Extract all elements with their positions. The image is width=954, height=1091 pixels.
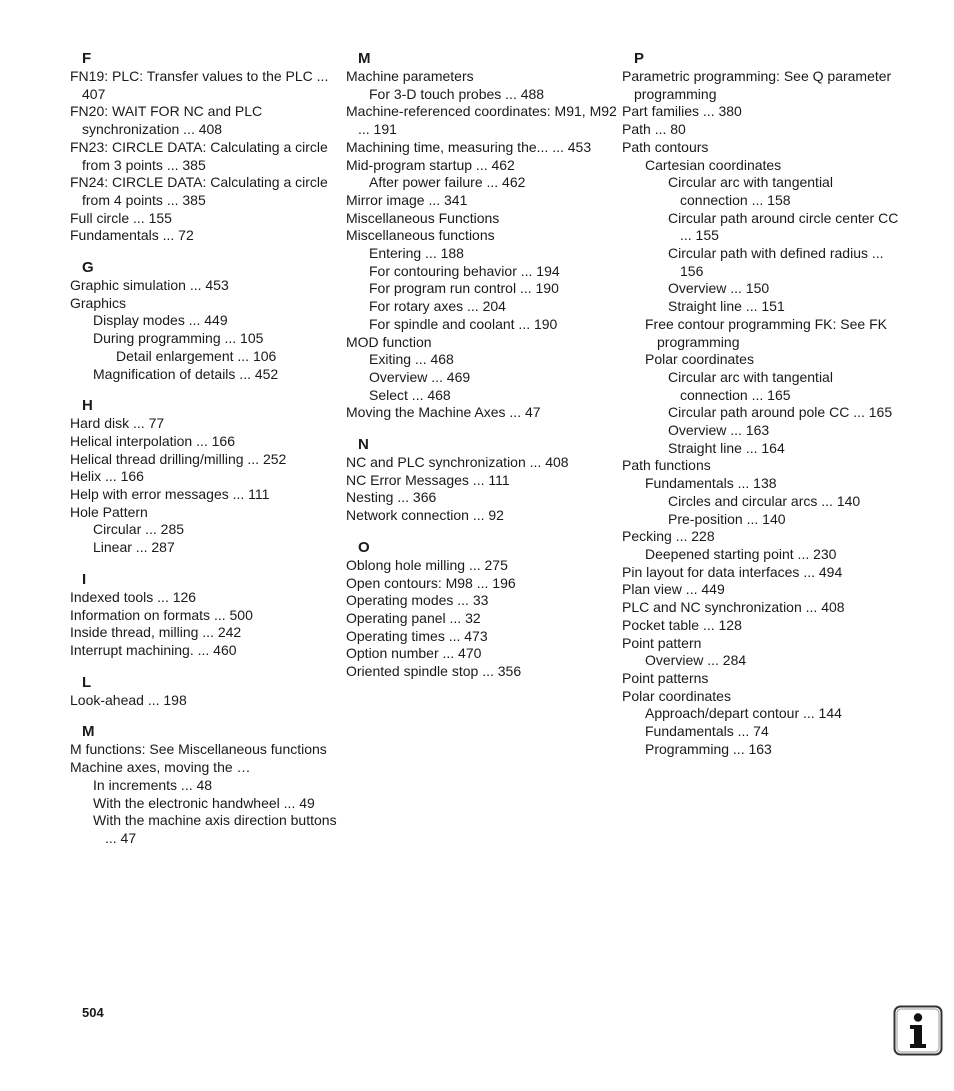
index-entry: Point pattern: [622, 634, 702, 651]
section-letter: L: [82, 673, 92, 691]
index-column-1: [70, 50, 352, 862]
index-subentry: Overview ... 469: [369, 368, 471, 385]
index-entry: Machine parameters: [346, 68, 474, 84]
index-entry: PLC and NC synchronization ... 408: [622, 599, 845, 616]
section-letter: N: [358, 436, 369, 454]
index-section: [346, 538, 628, 681]
index-subentry: In increments ... 48: [93, 776, 213, 793]
index-entry: Machine-referenced coordinates: M91, M92 ... 191: [346, 103, 617, 138]
index-subentry: During programming ... 105: [93, 330, 264, 347]
section-letter: M: [82, 723, 95, 741]
index-entry: Look-ahead ... 198: [70, 691, 187, 708]
info-icon: [893, 1005, 943, 1056]
index-entry: Operating times ... 473: [346, 627, 488, 644]
index-subentry: Overview ... 163: [668, 422, 770, 439]
index-entry: NC and PLC synchronization ... 408: [346, 454, 569, 471]
index-subentry: Fundamentals ... 74: [645, 723, 769, 740]
index-section: [622, 50, 904, 758]
index-subentry: After power failure ... 462: [369, 174, 526, 191]
index-subentry: For rotary axes ... 204: [369, 298, 506, 315]
index-subentry: Straight line ... 164: [668, 439, 785, 456]
index-entry: Oriented spindle stop ... 356: [346, 663, 522, 680]
index-entry: Miscellaneous Functions: [346, 209, 500, 226]
section-letter: O: [358, 538, 370, 556]
section-letter: I: [82, 570, 87, 588]
index-entry: Operating modes ... 33: [346, 592, 489, 609]
index-entry: NC Error Messages ... 111: [346, 471, 510, 488]
index-subentry: Free contour programming FK: See FK programming: [645, 315, 887, 350]
index-subentry: Display modes ... 449: [93, 312, 228, 329]
index-entry: Part families ... 380: [622, 103, 742, 120]
index-section: [70, 397, 352, 557]
index-column-2: [346, 50, 628, 695]
index-entry: Interrupt machining. ... 460: [70, 641, 237, 658]
index-subentry: For 3-D touch probes ... 488: [369, 85, 545, 102]
index-entry: Polar coordinates: [622, 687, 731, 704]
index-entry: Full circle ... 155: [70, 209, 172, 226]
index-section: [70, 570, 352, 660]
index-section: [70, 673, 352, 710]
index-entry: Helical thread drilling/milling ... 252: [70, 450, 287, 467]
index-entry: Network connection ... 92: [346, 507, 504, 524]
index-entry: Pin layout for data interfaces ... 494: [622, 563, 843, 580]
index-column-3: [622, 50, 904, 772]
index-subentry: Pre-position ... 140: [668, 510, 786, 527]
index-entry: Parametric programming: See Q parameter programming: [622, 68, 892, 102]
index-section: [70, 50, 352, 245]
index-subentry: Approach/depart contour ... 144: [645, 705, 842, 722]
index-section: [346, 50, 628, 422]
index-subentry: Select ... 468: [369, 386, 451, 403]
index-entry: Mirror image ... 341: [346, 191, 468, 208]
index-entry: Helical interpolation ... 166: [70, 432, 235, 449]
index-subentry: Linear ... 287: [93, 539, 175, 556]
index-entry: FN19: PLC: Transfer values to the PLC ... 407: [70, 68, 329, 102]
index-subentry: Circular arc with tangential connection ... 158: [668, 174, 833, 208]
section-letter: F: [82, 50, 92, 67]
index-entry: Pecking ... 228: [622, 528, 715, 545]
index-entry: FN20: WAIT FOR NC and PLC synchronization ... 408: [70, 103, 263, 138]
index-subentry: For contouring behavior ... 194: [369, 262, 560, 279]
index-entry: Inside thread, milling ... 242: [70, 624, 242, 641]
index-subentry: Programming ... 163: [645, 740, 772, 757]
index-subentry: Exiting ... 468: [369, 351, 454, 368]
index-entry: Oblong hole milling ... 275: [346, 556, 508, 573]
index-entry: Mid-program startup ... 462: [346, 156, 515, 173]
index-entry: Fundamentals ... 72: [70, 227, 194, 244]
index-subentry: Deepened starting point ... 230: [645, 545, 837, 562]
index-entry: Path functions: [622, 457, 711, 474]
index-entry: Information on formats ... 500: [70, 606, 253, 623]
index-entry: Indexed tools ... 126: [70, 588, 197, 605]
index-subentry: Circular path around pole CC ... 165: [668, 404, 893, 421]
index-subentry: Circular path with defined radius ... 156: [668, 245, 884, 279]
index-entry: Open contours: M98 ... 196: [346, 574, 516, 591]
section-letter: G: [82, 259, 94, 277]
index-entry: Hole Pattern: [70, 503, 148, 520]
index-subentry: With the machine axis direction buttons ... 47: [93, 812, 337, 846]
index-subentry: Polar coordinates: [645, 351, 754, 368]
index-entry: Helix ... 166: [70, 468, 144, 485]
index-section: [346, 436, 628, 525]
index-subentry: With the electronic handwheel ... 49: [93, 794, 315, 811]
index-entry: Path contours: [622, 138, 709, 155]
index-subentry: Magnification of details ... 452: [93, 365, 279, 382]
index-entry: Moving the Machine Axes ... 47: [346, 404, 541, 421]
index-entry: Hard disk ... 77: [70, 415, 165, 432]
index-subentry: Straight line ... 151: [668, 298, 785, 315]
index-entry: Operating panel ... 32: [346, 609, 481, 626]
index-subentry: Overview ... 150: [668, 280, 770, 297]
index-entry: Machine axes, moving the …: [70, 759, 251, 776]
index-entry: Point patterns: [622, 669, 709, 686]
index-subentry: Detail enlargement ... 106: [116, 347, 277, 364]
section-letter: P: [634, 50, 645, 67]
index-section: [70, 259, 352, 383]
index-entry: Help with error messages ... 111: [70, 486, 270, 503]
index-section: [70, 723, 352, 847]
index-entry: Graphic simulation ... 453: [70, 277, 229, 294]
index-subentry: Entering ... 188: [369, 245, 464, 262]
index-subentry: Circular ... 285: [93, 521, 185, 538]
index-entry: Graphics: [70, 294, 127, 311]
index-subentry: For spindle and coolant ... 190: [369, 315, 558, 332]
section-letter: M: [358, 50, 371, 67]
index-entry: Plan view ... 449: [622, 581, 725, 598]
index-subentry: Circular arc with tangential connection ... 165: [668, 368, 833, 403]
index-entry: Path ... 80: [622, 121, 686, 138]
index-subentry: Circular path around circle center CC ... 155: [668, 209, 899, 244]
index-entry: M functions: See Miscellaneous functions: [70, 741, 327, 758]
index-entry: Pocket table ... 128: [622, 616, 742, 633]
index-entry: Option number ... 470: [346, 645, 482, 662]
index-subentry: Cartesian coordinates: [645, 156, 782, 173]
index-entry: FN23: CIRCLE DATA: Calculating a circle from 3 points ... 385: [70, 138, 328, 173]
index-entry: Miscellaneous functions: [346, 227, 495, 244]
index-entry: Machining time, measuring the... ... 453: [346, 138, 592, 155]
index-subentry: Fundamentals ... 138: [645, 475, 777, 492]
index-entry: Nesting ... 366: [346, 489, 437, 506]
index-subentry: For program run control ... 190: [369, 280, 559, 297]
page-number: 504: [82, 1005, 104, 1020]
section-letter: H: [82, 397, 93, 415]
index-entry: MOD function: [346, 333, 432, 350]
index-entry: FN24: CIRCLE DATA: Calculating a circle from 4 points ... 385: [70, 174, 328, 208]
index-subentry: Overview ... 284: [645, 652, 747, 669]
index-subentry: Circles and circular arcs ... 140: [668, 492, 861, 509]
